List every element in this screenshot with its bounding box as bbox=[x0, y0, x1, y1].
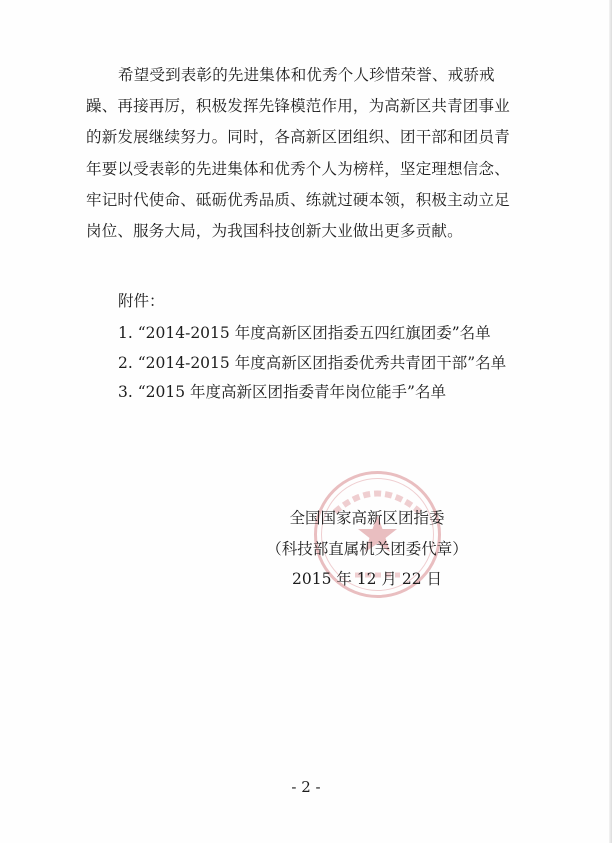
paragraph-line: 的新发展继续努力。同时，各高新区团组织、团干部和团员青 bbox=[86, 128, 510, 147]
signature-organization: 全国国家高新区团指委 bbox=[289, 509, 445, 527]
paragraph-line: 牢记时代使命、砥砺优秀品质、练就过硬本领，积极主动立足 bbox=[86, 190, 510, 209]
attachment-item: 3. “2015 年度高新区团指委青年岗位能手”名单 bbox=[118, 383, 446, 401]
attachments-list bbox=[118, 319, 506, 408]
signature-seal-note: （科技部直属机关团委代章） bbox=[266, 539, 468, 558]
paragraph-line: 年要以受表彰的先进集体和优秀个人为榜样，坚定理想信念、 bbox=[86, 159, 510, 178]
page-number: - 2 - bbox=[291, 778, 321, 796]
attachment-item: 2. “2014-2015 年度高新区团指委优秀共青团干部”名单 bbox=[118, 353, 507, 372]
attachment-item: 1. “2014-2015 年度高新区团指委五四红旗团委”名单 bbox=[118, 324, 491, 342]
paragraph-line: 躁、再接再厉，积极发挥先锋模范作用，为高新区共青团事业 bbox=[86, 97, 510, 116]
signature-block bbox=[262, 503, 472, 595]
attachments-heading: 附件： bbox=[118, 292, 165, 310]
signature-date: 2015 年 12 月 22 日 bbox=[291, 570, 443, 588]
body-paragraph bbox=[86, 60, 526, 247]
paragraph-line: 岗位、服务大局，为我国科技创新大业做出更多贡献。 bbox=[86, 221, 463, 240]
paragraph-line: 希望受到表彰的先进集体和优秀个人珍惜荣誉、戒骄戒 bbox=[118, 66, 495, 84]
